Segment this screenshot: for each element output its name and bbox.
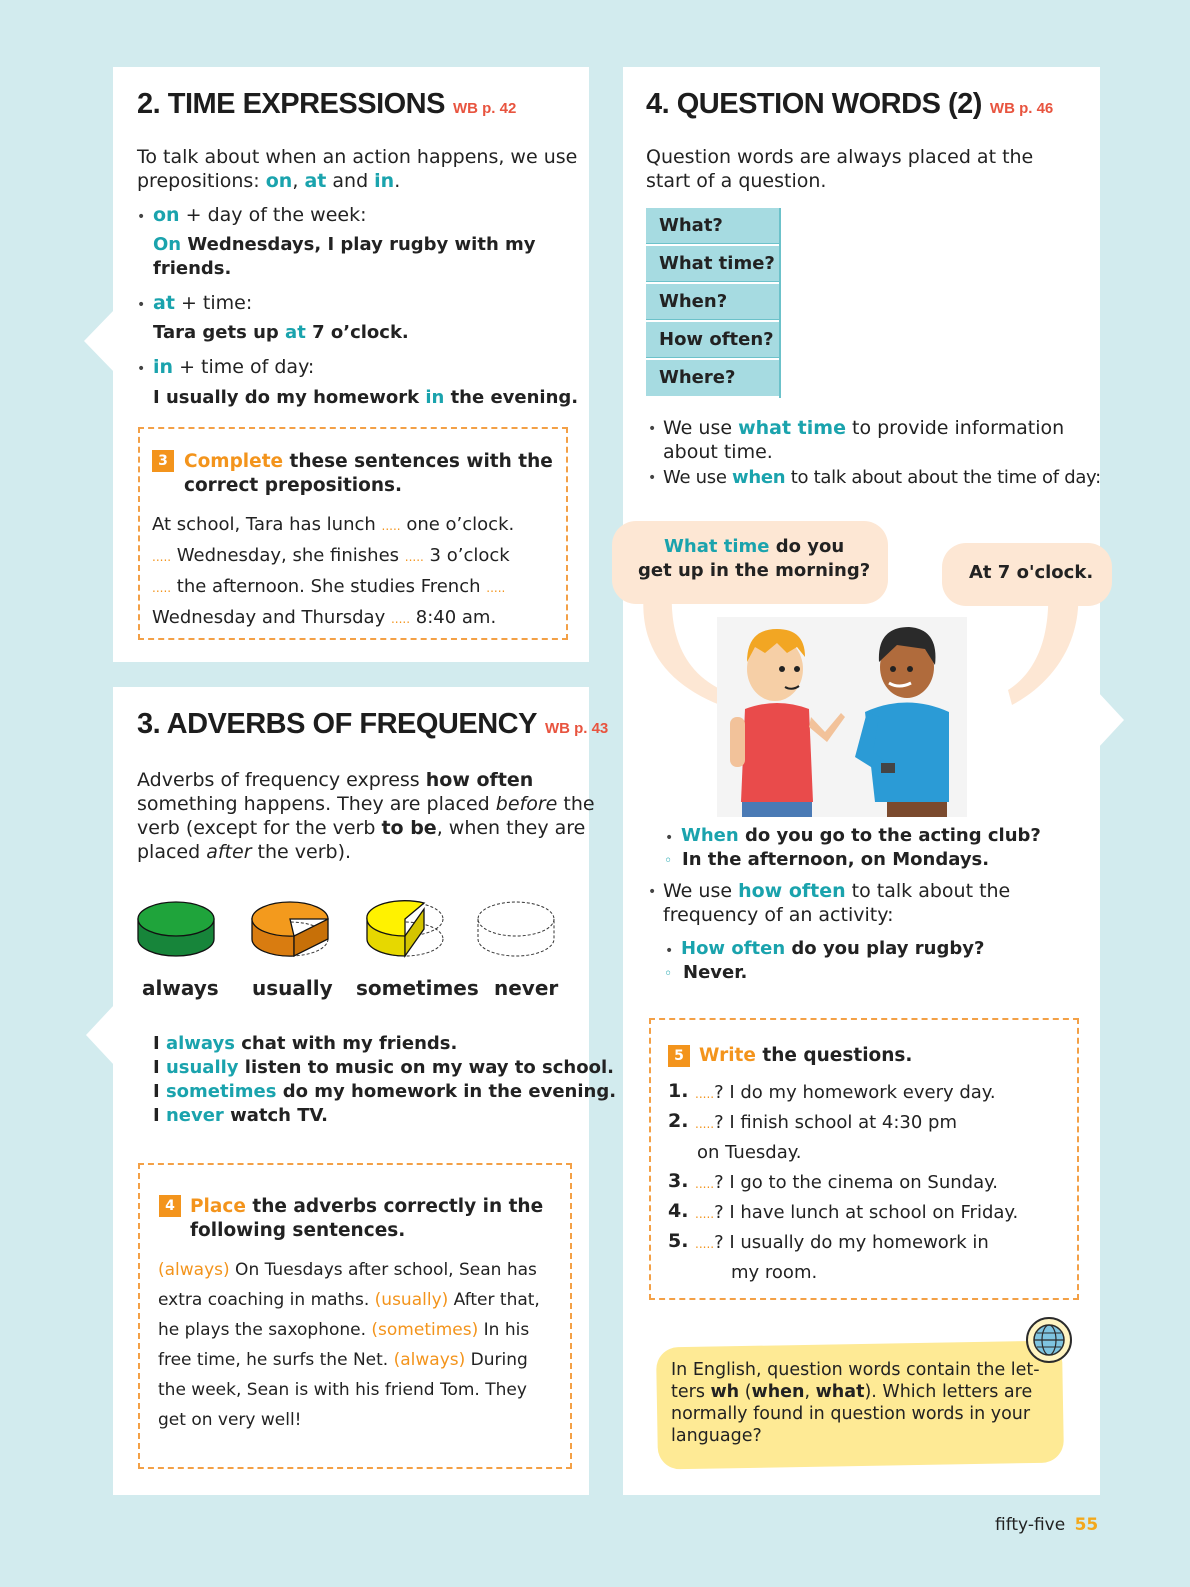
exercise-5-item: .....? I usually do my homework in bbox=[695, 1232, 989, 1253]
section-title-questions bbox=[646, 88, 1053, 121]
sometimes-disc bbox=[367, 901, 443, 956]
exercise-5-item: .....? I have lunch at school on Friday. bbox=[695, 1202, 1019, 1223]
exercise-5-item: .....? I finish school at 4:30 pm bbox=[695, 1112, 957, 1133]
exercise-4-number: 4 bbox=[159, 1195, 181, 1217]
adverb-example: I usually listen to music on my way to school. bbox=[153, 1057, 614, 1078]
page-number: 55 bbox=[1074, 1515, 1099, 1535]
item-number: 3. bbox=[668, 1170, 689, 1192]
usually-disc bbox=[252, 902, 328, 956]
answer-how-often: Never. bbox=[683, 962, 748, 983]
globe-icon bbox=[1024, 1315, 1074, 1365]
freq-label-usually: usually bbox=[252, 976, 333, 1000]
adverb-example: I never watch TV. bbox=[153, 1105, 328, 1126]
question-word-row: When? bbox=[646, 284, 780, 320]
question-word-row: How often? bbox=[646, 322, 780, 358]
exercise-4-instruction: Place the adverbs correctly in the following sentences. bbox=[190, 1196, 544, 1241]
question-word-row: Where? bbox=[646, 360, 780, 396]
question-word-row: What time? bbox=[646, 246, 780, 282]
bubble-question-text: What time do you get up in the morning? bbox=[638, 536, 871, 581]
always-disc bbox=[138, 902, 214, 956]
adverbs-intro: Adverbs of frequency express how often something happens. They are placed before the verb (except for the verb to be, when they are placed after the verb). bbox=[137, 769, 595, 863]
table-border bbox=[779, 208, 781, 398]
page-footer bbox=[995, 1513, 1098, 1537]
bullet: • bbox=[137, 209, 146, 225]
rule-how-often: We use how often to talk about the frequency of an activity: bbox=[663, 880, 1011, 926]
language-note-text: In English, question words contain the let- ters wh (when, what). Which letters are normally found in question words in your language? bbox=[671, 1360, 1040, 1446]
title-text: 3. ADVERBS OF FREQUENCY bbox=[137, 708, 537, 740]
exercise-5-number: 5 bbox=[668, 1045, 690, 1067]
workbook-ref: WB p. 46 bbox=[989, 100, 1054, 117]
rule-what-time: We use what time to provide information about time. bbox=[663, 417, 1065, 463]
page-number-word: fifty-five bbox=[995, 1515, 1066, 1535]
exercise-5-item: .....? I do my homework every day. bbox=[695, 1082, 996, 1103]
adverb-examples bbox=[153, 1032, 616, 1128]
item-number: 5. bbox=[668, 1230, 689, 1252]
answer-bullet: ◦ bbox=[664, 966, 673, 982]
exercise-3-number: 3 bbox=[152, 450, 174, 472]
section-title-adverbs bbox=[137, 708, 608, 741]
answer-bullet: ◦ bbox=[664, 853, 673, 869]
rule-in: in + time of day: bbox=[153, 356, 315, 378]
exercise-5-instruction: Write the questions. bbox=[699, 1045, 913, 1066]
bullet: • bbox=[137, 361, 146, 377]
rule-when: We use when to talk about about the time of day: bbox=[663, 467, 1101, 488]
bullet: • bbox=[648, 884, 657, 900]
exercise-4-text: (always) On Tuesdays after school, Sean has extra coaching in maths. (usually) After that, he plays the saxophone. (sometimes) In his free time, he surfs the Net. (always) During the week, Sean is with his friend Tom. They get on very well! bbox=[158, 1260, 540, 1430]
example-on: On Wednesdays, I play rugby with my friends. bbox=[153, 234, 536, 279]
title-text: 4. QUESTION WORDS (2) bbox=[646, 88, 982, 120]
workbook-ref: WB p. 42 bbox=[452, 100, 517, 117]
item-number: 2. bbox=[668, 1110, 689, 1132]
example-when: When do you go to the acting club? bbox=[681, 825, 1041, 846]
time-intro bbox=[137, 145, 577, 193]
adverb-example: I sometimes do my homework in the evening. bbox=[153, 1081, 617, 1102]
rule-at: at + time: bbox=[153, 292, 253, 314]
bullet: • bbox=[665, 943, 674, 959]
example-how-often: How often do you play rugby? bbox=[681, 938, 985, 959]
exercise-3-text: At school, Tara has lunch ..... one o’clock. ..... Wednesday, she finishes ..... 3 o’clock ..... the afternoon. She studies French ..... Wednesday and Thursday ..... 8:40 am. bbox=[152, 514, 515, 628]
item-number: 1. bbox=[668, 1080, 689, 1102]
panel-arrow-tab bbox=[84, 310, 116, 372]
example-at: Tara gets up at 7 o’clock. bbox=[153, 322, 409, 343]
bullet: • bbox=[648, 470, 657, 486]
bubble-answer-text: At 7 o'clock. bbox=[969, 562, 1094, 583]
bullet: • bbox=[137, 297, 146, 313]
panel-arrow-tab bbox=[1098, 692, 1126, 748]
rule-on: on + day of the week: bbox=[153, 204, 367, 226]
intro-line: prepositions: on, at and in. bbox=[137, 170, 401, 192]
freq-label-never: never bbox=[494, 976, 559, 1000]
freq-label-always: always bbox=[142, 976, 219, 1000]
freq-label-sometimes: sometimes bbox=[356, 976, 479, 1000]
adverb-example: I always chat with my friends. bbox=[153, 1033, 458, 1054]
workbook-ref: WB p. 43 bbox=[544, 720, 609, 737]
item-number: 4. bbox=[668, 1200, 689, 1222]
example-in: I usually do my homework in the evening. bbox=[153, 387, 579, 408]
intro-line: To talk about when an action happens, we use bbox=[137, 146, 578, 168]
bullet: • bbox=[665, 830, 674, 846]
bullet: • bbox=[648, 421, 657, 437]
exercise-3-instruction: Complete these sentences with the correct prepositions. bbox=[184, 451, 553, 496]
exercise-5-item-cont: on Tuesday. bbox=[697, 1142, 802, 1163]
never-disc bbox=[478, 902, 554, 956]
panel-arrow-tab bbox=[86, 1005, 116, 1065]
answer-when: In the afternoon, on Mondays. bbox=[682, 849, 990, 870]
two-boys-illustration bbox=[717, 617, 967, 817]
exercise-5-item: .....? I go to the cinema on Sunday. bbox=[695, 1172, 998, 1193]
frequency-discs bbox=[134, 895, 574, 975]
section-title-time bbox=[137, 88, 516, 121]
questions-intro: Question words are always placed at the start of a question. bbox=[646, 146, 1034, 192]
question-word-row: What? bbox=[646, 208, 780, 244]
exercise-5-item-cont: my room. bbox=[731, 1262, 818, 1283]
title-text: 2. TIME EXPRESSIONS bbox=[137, 88, 445, 120]
